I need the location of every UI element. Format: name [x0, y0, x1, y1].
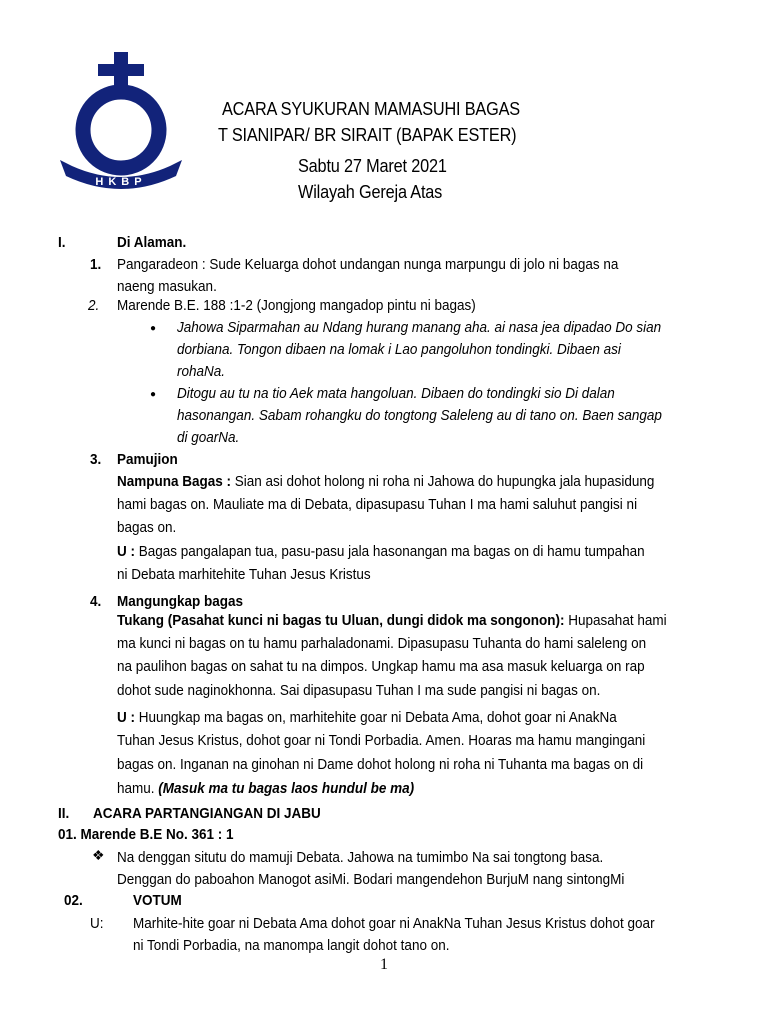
item-2-number: 2.	[88, 297, 100, 314]
item-2-text: Marende B.E. 188 :1-2 (Jongjong mangadop pintu ni bagas)	[117, 297, 476, 314]
section-2-number: II.	[58, 805, 70, 822]
item-4-para-1-line-4: dohot sude naginokhonna. Sai dipasupasu Tuhan I ma sude pangisi ni bagas on.	[117, 682, 601, 699]
item-3-para-1-line-1: Nampuna Bagas : Sian asi dohot holong ni roha ni Jahowa do hupungka jala hupasidung	[117, 473, 655, 490]
item-02-number: 02.	[64, 892, 83, 909]
bullet-icon: ●	[150, 389, 157, 400]
item-3-number: 3.	[90, 451, 102, 468]
item-4-para-2-line-2: Tuhan Jesus Kristus, dohot goar ni Tondi Porbadia. Amen. Hoaras ma hamu mangingani	[117, 732, 646, 749]
item-4-para-1-line-1: Tukang (Pasahat kunci ni bagas tu Uluan, dungi didok ma songonon): Hupasahat hami	[117, 612, 667, 629]
item-4-para-1-line-3: na paulihon bagas on sahat tu na dimpos. Ungkap hamu ma asa masuk keluarga on rap	[117, 658, 645, 675]
item-1-line-1: Pangaradeon : Sude Keluarga dohot undangan nunga marpungu di jolo ni bagas na	[117, 256, 619, 273]
hkbp-logo	[58, 52, 188, 202]
item-02-title: VOTUM	[133, 892, 182, 909]
verse-1-line-3: rohaNa.	[177, 363, 226, 380]
section-1-title: Di Alaman.	[117, 234, 187, 251]
item-1-number: 1.	[90, 256, 102, 273]
item-4-para-2-line-1: U : Huungkap ma bagas on, marhitehite goar ni Debata Ama, dohot goar ni AnakNa	[117, 709, 617, 726]
item-3-para-1-line-2: hami bagas on. Mauliate ma di Debata, dipasupasu Tuhan I ma hami saluhut pangisi ni	[117, 496, 638, 513]
item-3-para-2-line-2: ni Debata marhitehite Tuhan Jesus Kristus	[117, 566, 371, 583]
item-4-para-2-line-4: hamu. (Masuk ma tu bagas laos hundul be ma)	[117, 780, 415, 797]
item-4-para-2-line-3: bagas on. Inganan na ginohan ni Dame dohot holong ni roha ni Tuhanta ma bagas on di	[117, 756, 644, 773]
votum-line-1: Marhite-hite goar ni Debata Ama dohot goar ni AnakNa Tuhan Jesus Kristus dohot goar	[133, 915, 655, 932]
speaker-label: U :	[117, 709, 135, 726]
verse-2-line-2: hasonangan. Sabam rohangku do tongtong Saleleng au di tano on. Baen sangap	[177, 407, 662, 424]
item-4-para-1-line-2: ma kunci ni bagas on tu hamu parhaladonami. Dipasupasu Tuhanta do hami saleleng on	[117, 635, 647, 652]
diamond-bullet-icon: ❖	[92, 847, 105, 863]
item-3-title: Pamujion	[117, 451, 178, 468]
votum-line-2: ni Tondi Porbadia, na manompa langit dohot tano on.	[133, 937, 450, 954]
title-line-2: T SIANIPAR/ BR SIRAIT (BAPAK ESTER)	[218, 124, 517, 145]
hymn-line-2: Denggan do paboahon Manogot asiMi. Bodari mangendehon BurjuM nang sintongMi	[117, 871, 625, 888]
title-line-3: Sabtu 27 Maret 2021	[298, 155, 447, 176]
verse-2-line-1: Ditogu au tu na tio Aek mata hangoluan. Dibaen do tondingki sio Di dalan	[177, 385, 615, 402]
verse-1-line-2: dorbiana. Tongon dibaen na lomak i Lao pangoluhon tondingki. Dibaen asi	[177, 341, 621, 358]
speaker-label: U :	[117, 543, 135, 560]
title-line-1: ACARA SYUKURAN MAMASUHI BAGAS	[222, 98, 520, 119]
verse-2-line-3: di goarNa.	[177, 429, 240, 446]
item-3-para-2-line-1: U : Bagas pangalapan tua, pasu-pasu jala hasonangan ma bagas on di hamu tumpahan	[117, 543, 645, 560]
item-1-line-2: naeng masukan.	[117, 278, 217, 295]
page-number: 1	[380, 956, 388, 973]
verse-1-line-1: Jahowa Siparmahan au Ndang hurang manang aha. ai nasa jea dipadao Do sian	[177, 319, 662, 336]
hymn-line-1: Na denggan situtu do mamuji Debata. Jahowa na tumimbo Na sai tongtong basa.	[117, 849, 604, 866]
svg-text:HKBP: HKBP	[95, 176, 147, 188]
item-3-para-1-line-3: bagas on.	[117, 519, 177, 536]
item-01-heading: 01. Marende B.E No. 361 : 1	[58, 826, 234, 843]
stage-note: (Masuk ma tu bagas laos hundul be ma)	[158, 780, 415, 797]
speaker-label: U:	[90, 915, 104, 932]
title-line-4: Wilayah Gereja Atas	[298, 181, 443, 202]
bullet-icon: ●	[150, 323, 157, 334]
section-2-title: ACARA PARTANGIANGAN DI JABU	[93, 805, 321, 822]
item-4-number: 4.	[90, 593, 102, 610]
item-4-title: Mangungkap bagas	[117, 593, 244, 610]
section-1-number: I.	[58, 234, 66, 251]
speaker-label: Nampuna Bagas :	[117, 473, 232, 490]
speaker-label: Tukang (Pasahat kunci ni bagas tu Uluan, dungi didok ma songonon):	[117, 612, 565, 629]
